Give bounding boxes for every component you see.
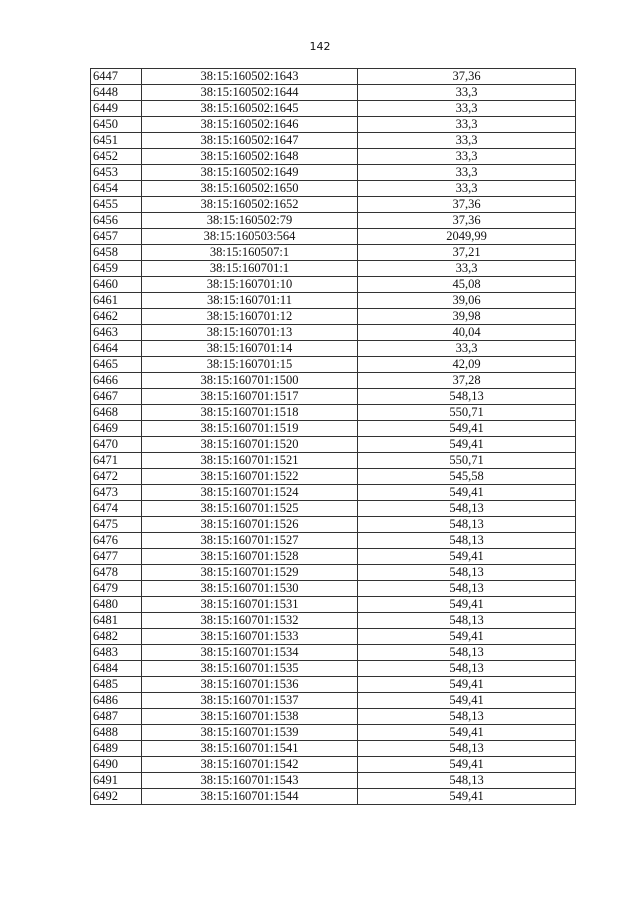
area-value: 33,3 xyxy=(358,165,576,181)
table-row xyxy=(91,565,576,581)
table-row xyxy=(91,549,576,565)
cadastral-number: 38:15:160502:1649 xyxy=(142,165,358,181)
cadastral-number: 38:15:160701:1541 xyxy=(142,741,358,757)
row-number: 6487 xyxy=(91,709,142,725)
area-value: 549,41 xyxy=(358,597,576,613)
cadastral-number: 38:15:160701:1500 xyxy=(142,373,358,389)
area-value: 549,41 xyxy=(358,757,576,773)
area-value: 33,3 xyxy=(358,117,576,133)
table-row xyxy=(91,389,576,405)
table-row xyxy=(91,725,576,741)
table-row xyxy=(91,741,576,757)
table-row xyxy=(91,517,576,533)
row-number: 6451 xyxy=(91,133,142,149)
table-row xyxy=(91,245,576,261)
row-number: 6458 xyxy=(91,245,142,261)
area-value: 33,3 xyxy=(358,181,576,197)
cadastral-number: 38:15:160502:1643 xyxy=(142,69,358,85)
row-number: 6488 xyxy=(91,725,142,741)
cadastral-number: 38:15:160701:10 xyxy=(142,277,358,293)
table-row xyxy=(91,469,576,485)
row-number: 6475 xyxy=(91,517,142,533)
row-number: 6447 xyxy=(91,69,142,85)
row-number: 6461 xyxy=(91,293,142,309)
table-row xyxy=(91,149,576,165)
table-row xyxy=(91,661,576,677)
cadastral-number: 38:15:160701:1517 xyxy=(142,389,358,405)
table-row xyxy=(91,357,576,373)
row-number: 6448 xyxy=(91,85,142,101)
area-value: 548,13 xyxy=(358,773,576,789)
area-value: 37,36 xyxy=(358,69,576,85)
table-row xyxy=(91,69,576,85)
area-value: 39,06 xyxy=(358,293,576,309)
row-number: 6474 xyxy=(91,501,142,517)
table-row xyxy=(91,309,576,325)
cadastral-number: 38:15:160502:1646 xyxy=(142,117,358,133)
table-row xyxy=(91,485,576,501)
area-value: 548,13 xyxy=(358,533,576,549)
cadastral-number: 38:15:160507:1 xyxy=(142,245,358,261)
row-number: 6484 xyxy=(91,661,142,677)
row-number: 6485 xyxy=(91,677,142,693)
cadastral-number: 38:15:160701:1 xyxy=(142,261,358,277)
table-row xyxy=(91,341,576,357)
area-value: 37,36 xyxy=(358,197,576,213)
row-number: 6479 xyxy=(91,581,142,597)
area-value: 42,09 xyxy=(358,357,576,373)
table-row xyxy=(91,213,576,229)
area-value: 45,08 xyxy=(358,277,576,293)
area-value: 549,41 xyxy=(358,549,576,565)
area-value: 33,3 xyxy=(358,149,576,165)
table-row xyxy=(91,261,576,277)
row-number: 6489 xyxy=(91,741,142,757)
row-number: 6468 xyxy=(91,405,142,421)
cadastral-number: 38:15:160701:1521 xyxy=(142,453,358,469)
area-value: 2049,99 xyxy=(358,229,576,245)
area-value: 548,13 xyxy=(358,389,576,405)
table-row xyxy=(91,373,576,389)
table-row xyxy=(91,277,576,293)
row-number: 6471 xyxy=(91,453,142,469)
table-row xyxy=(91,197,576,213)
table-row xyxy=(91,789,576,805)
area-value: 548,13 xyxy=(358,645,576,661)
area-value: 549,41 xyxy=(358,693,576,709)
page-number: 142 xyxy=(309,40,331,53)
cadastral-number: 38:15:160701:1522 xyxy=(142,469,358,485)
table-row xyxy=(91,597,576,613)
area-value: 33,3 xyxy=(358,261,576,277)
registry-table-body xyxy=(91,69,576,805)
cadastral-number: 38:15:160701:1524 xyxy=(142,485,358,501)
cadastral-number: 38:15:160502:1650 xyxy=(142,181,358,197)
row-number: 6466 xyxy=(91,373,142,389)
row-number: 6492 xyxy=(91,789,142,805)
cadastral-number: 38:15:160503:564 xyxy=(142,229,358,245)
table-row xyxy=(91,325,576,341)
cadastral-number: 38:15:160502:1647 xyxy=(142,133,358,149)
cadastral-number: 38:15:160701:12 xyxy=(142,309,358,325)
cadastral-number: 38:15:160701:1535 xyxy=(142,661,358,677)
area-value: 548,13 xyxy=(358,661,576,677)
area-value: 37,21 xyxy=(358,245,576,261)
area-value: 39,98 xyxy=(358,309,576,325)
row-number: 6476 xyxy=(91,533,142,549)
table-row xyxy=(91,437,576,453)
area-value: 549,41 xyxy=(358,485,576,501)
cadastral-number: 38:15:160502:79 xyxy=(142,213,358,229)
table-row xyxy=(91,85,576,101)
cadastral-number: 38:15:160701:1533 xyxy=(142,629,358,645)
table-row xyxy=(91,581,576,597)
cadastral-number: 38:15:160502:1652 xyxy=(142,197,358,213)
cadastral-number: 38:15:160701:11 xyxy=(142,293,358,309)
cadastral-number: 38:15:160701:1526 xyxy=(142,517,358,533)
row-number: 6470 xyxy=(91,437,142,453)
table-row xyxy=(91,229,576,245)
row-number: 6455 xyxy=(91,197,142,213)
row-number: 6450 xyxy=(91,117,142,133)
row-number: 6469 xyxy=(91,421,142,437)
row-number: 6481 xyxy=(91,613,142,629)
area-value: 549,41 xyxy=(358,421,576,437)
cadastral-number: 38:15:160701:1519 xyxy=(142,421,358,437)
area-value: 549,41 xyxy=(358,725,576,741)
cadastral-number: 38:15:160502:1644 xyxy=(142,85,358,101)
area-value: 545,58 xyxy=(358,469,576,485)
cadastral-number: 38:15:160701:1544 xyxy=(142,789,358,805)
area-value: 548,13 xyxy=(358,709,576,725)
row-number: 6490 xyxy=(91,757,142,773)
row-number: 6486 xyxy=(91,693,142,709)
area-value: 40,04 xyxy=(358,325,576,341)
row-number: 6463 xyxy=(91,325,142,341)
cadastral-number: 38:15:160701:1525 xyxy=(142,501,358,517)
table-row xyxy=(91,101,576,117)
row-number: 6460 xyxy=(91,277,142,293)
row-number: 6459 xyxy=(91,261,142,277)
cadastral-number: 38:15:160701:1531 xyxy=(142,597,358,613)
area-value: 550,71 xyxy=(358,453,576,469)
area-value: 549,41 xyxy=(358,789,576,805)
row-number: 6457 xyxy=(91,229,142,245)
cadastral-number: 38:15:160701:14 xyxy=(142,341,358,357)
area-value: 33,3 xyxy=(358,85,576,101)
table-row xyxy=(91,293,576,309)
table-row xyxy=(91,421,576,437)
area-value: 548,13 xyxy=(358,517,576,533)
table-row xyxy=(91,757,576,773)
table-row xyxy=(91,453,576,469)
row-number: 6472 xyxy=(91,469,142,485)
area-value: 548,13 xyxy=(358,613,576,629)
cadastral-number: 38:15:160701:1527 xyxy=(142,533,358,549)
area-value: 37,28 xyxy=(358,373,576,389)
row-number: 6480 xyxy=(91,597,142,613)
table-row xyxy=(91,693,576,709)
cadastral-number: 38:15:160502:1645 xyxy=(142,101,358,117)
registry-table xyxy=(90,68,576,805)
cadastral-number: 38:15:160701:1538 xyxy=(142,709,358,725)
table-row xyxy=(91,165,576,181)
cadastral-number: 38:15:160701:1532 xyxy=(142,613,358,629)
area-value: 548,13 xyxy=(358,501,576,517)
table-row xyxy=(91,773,576,789)
row-number: 6453 xyxy=(91,165,142,181)
area-value: 548,13 xyxy=(358,741,576,757)
row-number: 6452 xyxy=(91,149,142,165)
area-value: 549,41 xyxy=(358,677,576,693)
cadastral-number: 38:15:160701:1529 xyxy=(142,565,358,581)
table-row xyxy=(91,629,576,645)
table-row xyxy=(91,501,576,517)
cadastral-number: 38:15:160701:1543 xyxy=(142,773,358,789)
row-number: 6477 xyxy=(91,549,142,565)
cadastral-number: 38:15:160701:1528 xyxy=(142,549,358,565)
area-value: 549,41 xyxy=(358,629,576,645)
cadastral-number: 38:15:160701:1537 xyxy=(142,693,358,709)
cadastral-number: 38:15:160701:1534 xyxy=(142,645,358,661)
cadastral-number: 38:15:160701:1536 xyxy=(142,677,358,693)
table-row xyxy=(91,709,576,725)
cadastral-number: 38:15:160701:13 xyxy=(142,325,358,341)
table-row xyxy=(91,645,576,661)
row-number: 6482 xyxy=(91,629,142,645)
row-number: 6473 xyxy=(91,485,142,501)
area-value: 33,3 xyxy=(358,101,576,117)
area-value: 33,3 xyxy=(358,133,576,149)
table-row xyxy=(91,133,576,149)
table-row xyxy=(91,117,576,133)
row-number: 6449 xyxy=(91,101,142,117)
table-row xyxy=(91,677,576,693)
area-value: 548,13 xyxy=(358,565,576,581)
row-number: 6462 xyxy=(91,309,142,325)
cadastral-number: 38:15:160502:1648 xyxy=(142,149,358,165)
row-number: 6491 xyxy=(91,773,142,789)
row-number: 6465 xyxy=(91,357,142,373)
area-value: 548,13 xyxy=(358,581,576,597)
cadastral-number: 38:15:160701:1530 xyxy=(142,581,358,597)
area-value: 550,71 xyxy=(358,405,576,421)
cadastral-number: 38:15:160701:1542 xyxy=(142,757,358,773)
table-row xyxy=(91,533,576,549)
row-number: 6483 xyxy=(91,645,142,661)
row-number: 6478 xyxy=(91,565,142,581)
row-number: 6467 xyxy=(91,389,142,405)
area-value: 549,41 xyxy=(358,437,576,453)
cadastral-number: 38:15:160701:15 xyxy=(142,357,358,373)
cadastral-number: 38:15:160701:1520 xyxy=(142,437,358,453)
table-row xyxy=(91,613,576,629)
cadastral-number: 38:15:160701:1518 xyxy=(142,405,358,421)
area-value: 33,3 xyxy=(358,341,576,357)
table-row xyxy=(91,405,576,421)
table-row xyxy=(91,181,576,197)
row-number: 6464 xyxy=(91,341,142,357)
cadastral-number: 38:15:160701:1539 xyxy=(142,725,358,741)
row-number: 6454 xyxy=(91,181,142,197)
area-value: 37,36 xyxy=(358,213,576,229)
row-number: 6456 xyxy=(91,213,142,229)
